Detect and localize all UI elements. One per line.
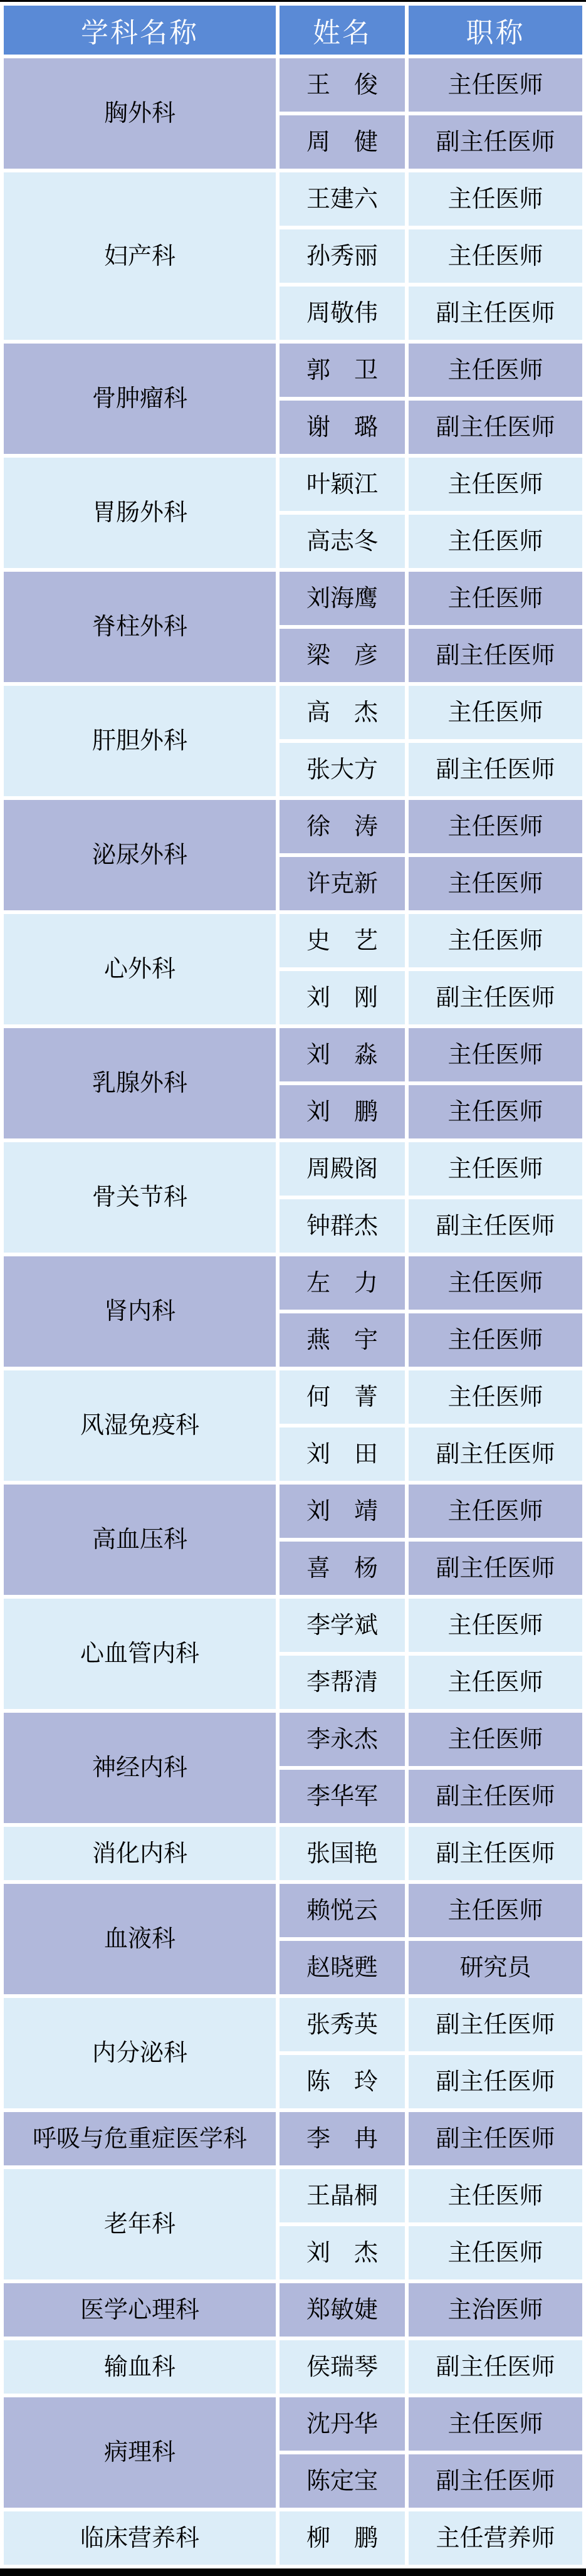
doctor-title-cell: 主任医师 (409, 1313, 582, 1367)
doctor-name-cell: 高志冬 (280, 515, 405, 568)
doctor-name-cell: 左 力 (280, 1256, 405, 1310)
department-cell: 呼吸与危重症医学科 (4, 2112, 276, 2165)
doctor-title-cell: 主任医师 (409, 1884, 582, 1937)
doctor-title-cell: 副主任医师 (409, 2340, 582, 2394)
doctor-name-cell: 何 菁 (280, 1370, 405, 1424)
doctor-name-cell: 王建六 (280, 172, 405, 226)
doctor-row (4, 1028, 582, 1081)
doctor-title-cell: 研究员 (409, 1941, 582, 1994)
doctor-name-cell: 李永杰 (280, 1713, 405, 1766)
doctor-title-cell: 副主任医师 (409, 2454, 582, 2508)
doctor-name-cell: 沈丹华 (280, 2397, 405, 2451)
doctor-name-cell: 周殿阁 (280, 1142, 405, 1196)
doctor-name-cell: 徐 涛 (280, 800, 405, 853)
doctor-title-cell: 主任医师 (409, 914, 582, 967)
doctor-name-cell: 王晶桐 (280, 2169, 405, 2222)
department-cell: 高血压科 (4, 1485, 276, 1595)
doctor-title-cell: 主任医师 (409, 1142, 582, 1196)
doctor-row (4, 800, 582, 853)
doctor-row (4, 914, 582, 967)
doctor-row (4, 2340, 582, 2394)
doctor-row (4, 58, 582, 112)
department-cell: 神经内科 (4, 1713, 276, 1823)
department-cell: 肝胆外科 (4, 686, 276, 796)
department-cell: 骨关节科 (4, 1142, 276, 1253)
department-cell: 妇产科 (4, 172, 276, 340)
doctor-name-cell: 张国艳 (280, 1827, 405, 1880)
doctor-title-cell: 主任医师 (409, 2397, 582, 2451)
doctor-title-cell: 副主任医师 (409, 2112, 582, 2165)
doctor-name-cell: 王 俊 (280, 58, 405, 112)
header-title: 职称 (409, 6, 582, 55)
doctor-title-cell: 副主任医师 (409, 743, 582, 796)
doctor-name-cell: 刘 杰 (280, 2226, 405, 2279)
doctor-name-cell: 谢 璐 (280, 401, 405, 454)
department-cell: 输血科 (4, 2340, 276, 2394)
doctor-title-cell: 主任医师 (409, 515, 582, 568)
doctor-title-cell: 主任医师 (409, 229, 582, 283)
doctor-title-cell: 副主任医师 (409, 971, 582, 1024)
doctor-row (4, 1256, 582, 1310)
doctor-title-cell: 主任医师 (409, 1256, 582, 1310)
department-cell: 血液科 (4, 1884, 276, 1994)
doctor-name-cell: 赵晓甦 (280, 1941, 405, 1994)
doctor-title-cell: 主任医师 (409, 1085, 582, 1138)
department-cell: 心血管内科 (4, 1599, 276, 1709)
department-cell: 医学心理科 (4, 2283, 276, 2337)
department-cell: 临床营养科 (4, 2511, 276, 2565)
doctor-name-cell: 柳 鹏 (280, 2511, 405, 2565)
doctor-title-cell: 副主任医师 (409, 1770, 582, 1823)
doctor-name-cell: 喜 杨 (280, 1542, 405, 1595)
table-body (4, 58, 582, 2565)
doctor-title-cell: 副主任医师 (409, 1199, 582, 1253)
doctor-name-cell: 张秀英 (280, 1998, 405, 2051)
doctor-title-cell: 主治医师 (409, 2283, 582, 2337)
doctor-name-cell: 高 杰 (280, 686, 405, 739)
doctor-name-cell: 梁 彦 (280, 629, 405, 682)
doctor-name-cell: 李帮清 (280, 1656, 405, 1709)
doctor-title-cell: 副主任医师 (409, 1427, 582, 1481)
doctor-title-cell: 主任医师 (409, 458, 582, 511)
doctor-name-cell: 郑敏婕 (280, 2283, 405, 2337)
bottom-edge-bar (0, 2568, 586, 2576)
doctor-row (4, 1485, 582, 1538)
doctor-row (4, 458, 582, 511)
doctor-title-cell: 副主任医师 (409, 1827, 582, 1880)
doctor-title-cell: 主任医师 (409, 1599, 582, 1652)
department-cell: 乳腺外科 (4, 1028, 276, 1138)
department-cell: 胸外科 (4, 58, 276, 169)
doctor-name-cell: 陈定宝 (280, 2454, 405, 2508)
doctor-row (4, 1998, 582, 2051)
doctor-title-cell: 主任医师 (409, 800, 582, 853)
doctor-title-cell: 主任医师 (409, 1028, 582, 1081)
doctor-row (4, 2112, 582, 2165)
department-cell: 病理科 (4, 2397, 276, 2508)
doctor-name-cell: 史 艺 (280, 914, 405, 967)
doctor-row (4, 572, 582, 625)
doctor-name-cell: 叶颖江 (280, 458, 405, 511)
department-roster-table (0, 2, 586, 2568)
doctor-title-cell: 副主任医师 (409, 287, 582, 340)
doctor-name-cell: 李 冉 (280, 2112, 405, 2165)
doctor-row (4, 1370, 582, 1424)
header-row (4, 6, 582, 55)
header-department: 学科名称 (4, 6, 276, 55)
doctor-title-cell: 主任医师 (409, 344, 582, 397)
doctor-title-cell: 主任医师 (409, 686, 582, 739)
department-cell: 骨肿瘤科 (4, 344, 276, 454)
doctor-row (4, 2169, 582, 2222)
doctor-title-cell: 主任医师 (409, 2169, 582, 2222)
doctor-row (4, 1713, 582, 1766)
department-cell: 老年科 (4, 2169, 276, 2279)
doctor-row (4, 2511, 582, 2565)
doctor-title-cell: 副主任医师 (409, 2055, 582, 2108)
doctor-row (4, 686, 582, 739)
doctor-name-cell: 刘 淼 (280, 1028, 405, 1081)
doctor-row (4, 1142, 582, 1196)
doctor-title-cell: 副主任医师 (409, 1542, 582, 1595)
doctor-name-cell: 刘海鹰 (280, 572, 405, 625)
doctor-title-cell: 主任医师 (409, 2226, 582, 2279)
doctor-row (4, 1599, 582, 1652)
doctor-row (4, 1884, 582, 1937)
doctor-title-cell: 主任医师 (409, 1485, 582, 1538)
doctor-name-cell: 李华军 (280, 1770, 405, 1823)
doctor-title-cell: 主任医师 (409, 1713, 582, 1766)
department-cell: 心外科 (4, 914, 276, 1024)
doctor-name-cell: 许克新 (280, 857, 405, 910)
doctor-name-cell: 侯瑞琴 (280, 2340, 405, 2394)
doctor-title-cell: 主任营养师 (409, 2511, 582, 2565)
doctor-title-cell: 主任医师 (409, 572, 582, 625)
doctor-title-cell: 主任医师 (409, 1656, 582, 1709)
doctor-row (4, 172, 582, 226)
doctor-title-cell: 副主任医师 (409, 115, 582, 169)
department-cell: 消化内科 (4, 1827, 276, 1880)
doctor-name-cell: 周敬伟 (280, 287, 405, 340)
doctor-name-cell: 李学斌 (280, 1599, 405, 1652)
department-cell: 泌尿外科 (4, 800, 276, 910)
doctor-title-cell: 副主任医师 (409, 401, 582, 454)
doctor-title-cell: 副主任医师 (409, 629, 582, 682)
department-cell: 胃肠外科 (4, 458, 276, 568)
doctor-row (4, 344, 582, 397)
department-cell: 脊柱外科 (4, 572, 276, 682)
doctor-name-cell: 刘 鹏 (280, 1085, 405, 1138)
department-cell: 内分泌科 (4, 1998, 276, 2108)
header-name: 姓名 (280, 6, 405, 55)
doctor-title-cell: 副主任医师 (409, 1998, 582, 2051)
doctor-name-cell: 刘 刚 (280, 971, 405, 1024)
doctor-title-cell: 主任医师 (409, 172, 582, 226)
doctor-name-cell: 燕 宇 (280, 1313, 405, 1367)
doctor-name-cell: 刘 田 (280, 1427, 405, 1481)
doctor-title-cell: 主任医师 (409, 58, 582, 112)
doctor-row (4, 1827, 582, 1880)
department-cell: 肾内科 (4, 1256, 276, 1367)
doctor-name-cell: 孙秀丽 (280, 229, 405, 283)
doctor-name-cell: 钟群杰 (280, 1199, 405, 1253)
doctor-name-cell: 刘 靖 (280, 1485, 405, 1538)
doctor-title-cell: 主任医师 (409, 857, 582, 910)
doctor-name-cell: 赖悦云 (280, 1884, 405, 1937)
doctor-name-cell: 张大方 (280, 743, 405, 796)
department-cell: 风湿免疫科 (4, 1370, 276, 1481)
doctor-name-cell: 周 健 (280, 115, 405, 169)
doctor-row (4, 2397, 582, 2451)
doctor-row (4, 2283, 582, 2337)
doctor-name-cell: 陈 玲 (280, 2055, 405, 2108)
doctor-title-cell: 主任医师 (409, 1370, 582, 1424)
doctor-name-cell: 郭 卫 (280, 344, 405, 397)
